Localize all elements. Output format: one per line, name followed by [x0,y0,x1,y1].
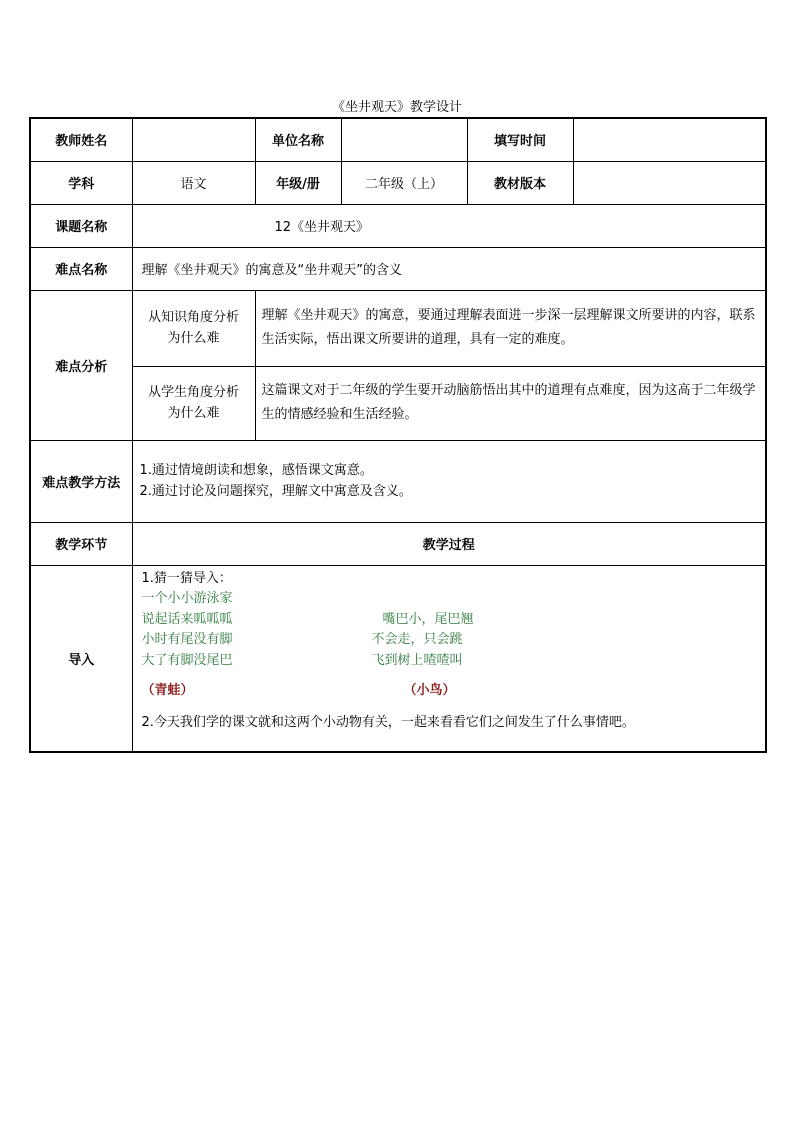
student-angle-line-2: 为什么难 [167,406,220,421]
student-angle-line-1: 从学生角度分析 [147,385,239,400]
riddle-a-line-2: 说起话来呱呱呱 [141,611,233,627]
analysis-student-row [30,366,766,440]
intro-closing: 2.今天我们学的课文就和这两个小动物有关，一起来看看它们之间发生了什么事情吧。 [141,714,635,730]
riddle-line-3 [142,630,762,651]
knowledge-angle-text: 理解《坐井观天》的寓意，要通过理解表面进一步深一层理解课文所要讲的内容，联系生活实际，悟出课文所要讲的道理，具有一定的难度。 [255,290,766,366]
teacher-name-value [132,118,255,161]
teaching-method-label: 难点教学方法 [30,440,132,522]
riddle-a-line-3: 小时有尾没有脚 [141,632,233,647]
fill-time-label: 填写时间 [467,118,573,161]
intro-row [30,565,766,752]
subject-label: 学科 [30,161,132,204]
process-header-row [30,522,766,565]
knowledge-angle-line-2: 为什么难 [167,331,220,346]
difficulty-name-label: 难点名称 [30,247,132,290]
riddle-b-line-4: 飞到树上喳喳叫 [371,652,463,668]
textbook-version-value [573,161,766,204]
teacher-name-label: 教师姓名 [30,118,132,161]
riddle-a-line-1: 一个小小游泳家 [141,591,233,606]
method-line-2: 2.通过讨论及问题探究，理解文中寓意及含义。 [139,484,412,499]
riddle-line-2 [142,610,762,631]
intro-stage-label: 导入 [30,565,132,752]
lesson-title-row [30,204,766,247]
subject-value: 语文 [132,161,255,204]
lesson-title-label: 课题名称 [30,204,132,247]
method-row [30,440,766,522]
riddle-answers [142,681,762,702]
intro-content [132,565,766,752]
student-angle-text: 这篇课文对于二年级的学生要开动脑筋悟出其中的道理有点难度，因为这高于二年级学生的情感经验和生活经验。 [255,366,766,440]
answer-bird: （小鸟） [403,683,456,698]
lesson-plan-table [29,117,767,753]
unit-name-value [341,118,467,161]
student-angle-label [132,366,255,440]
subject-row [30,161,766,204]
riddle-a-line-4: 大了有脚没尾巴 [141,652,233,668]
document-title: 《坐井观天》教学设计 [331,100,462,115]
intro-heading: 1.猜一猜导入： [141,570,232,586]
riddle-line-1 [142,589,762,610]
teaching-stage-label: 教学环节 [30,522,132,565]
grade-value: 二年级（上） [341,161,467,204]
textbook-version-label: 教材版本 [467,161,573,204]
answer-frog: （青蛙） [141,683,194,698]
difficulty-analysis-label: 难点分析 [30,290,132,440]
riddle-b-line-2: 嘴巴小，尾巴翘 [382,611,474,627]
lesson-title-value: 12《坐井观天》 [132,204,766,247]
teaching-method-content [132,440,766,522]
fill-time-value [573,118,766,161]
analysis-knowledge-row [30,290,766,366]
knowledge-angle-line-1: 从知识角度分析 [147,310,239,325]
difficulty-row [30,247,766,290]
teacher-row [30,118,766,161]
riddle-line-4 [142,651,762,672]
difficulty-name-value: 理解《坐井观天》的寓意及“坐井观天”的含义 [132,247,766,290]
riddle-b-line-3: 不会走，只会跳 [371,632,463,647]
grade-label: 年级/册 [255,161,341,204]
unit-name-label: 单位名称 [255,118,341,161]
knowledge-angle-label [132,290,255,366]
method-line-1: 1.通过情境朗读和想象，感悟课文寓意。 [139,463,373,478]
teaching-process-label: 教学过程 [132,522,766,565]
